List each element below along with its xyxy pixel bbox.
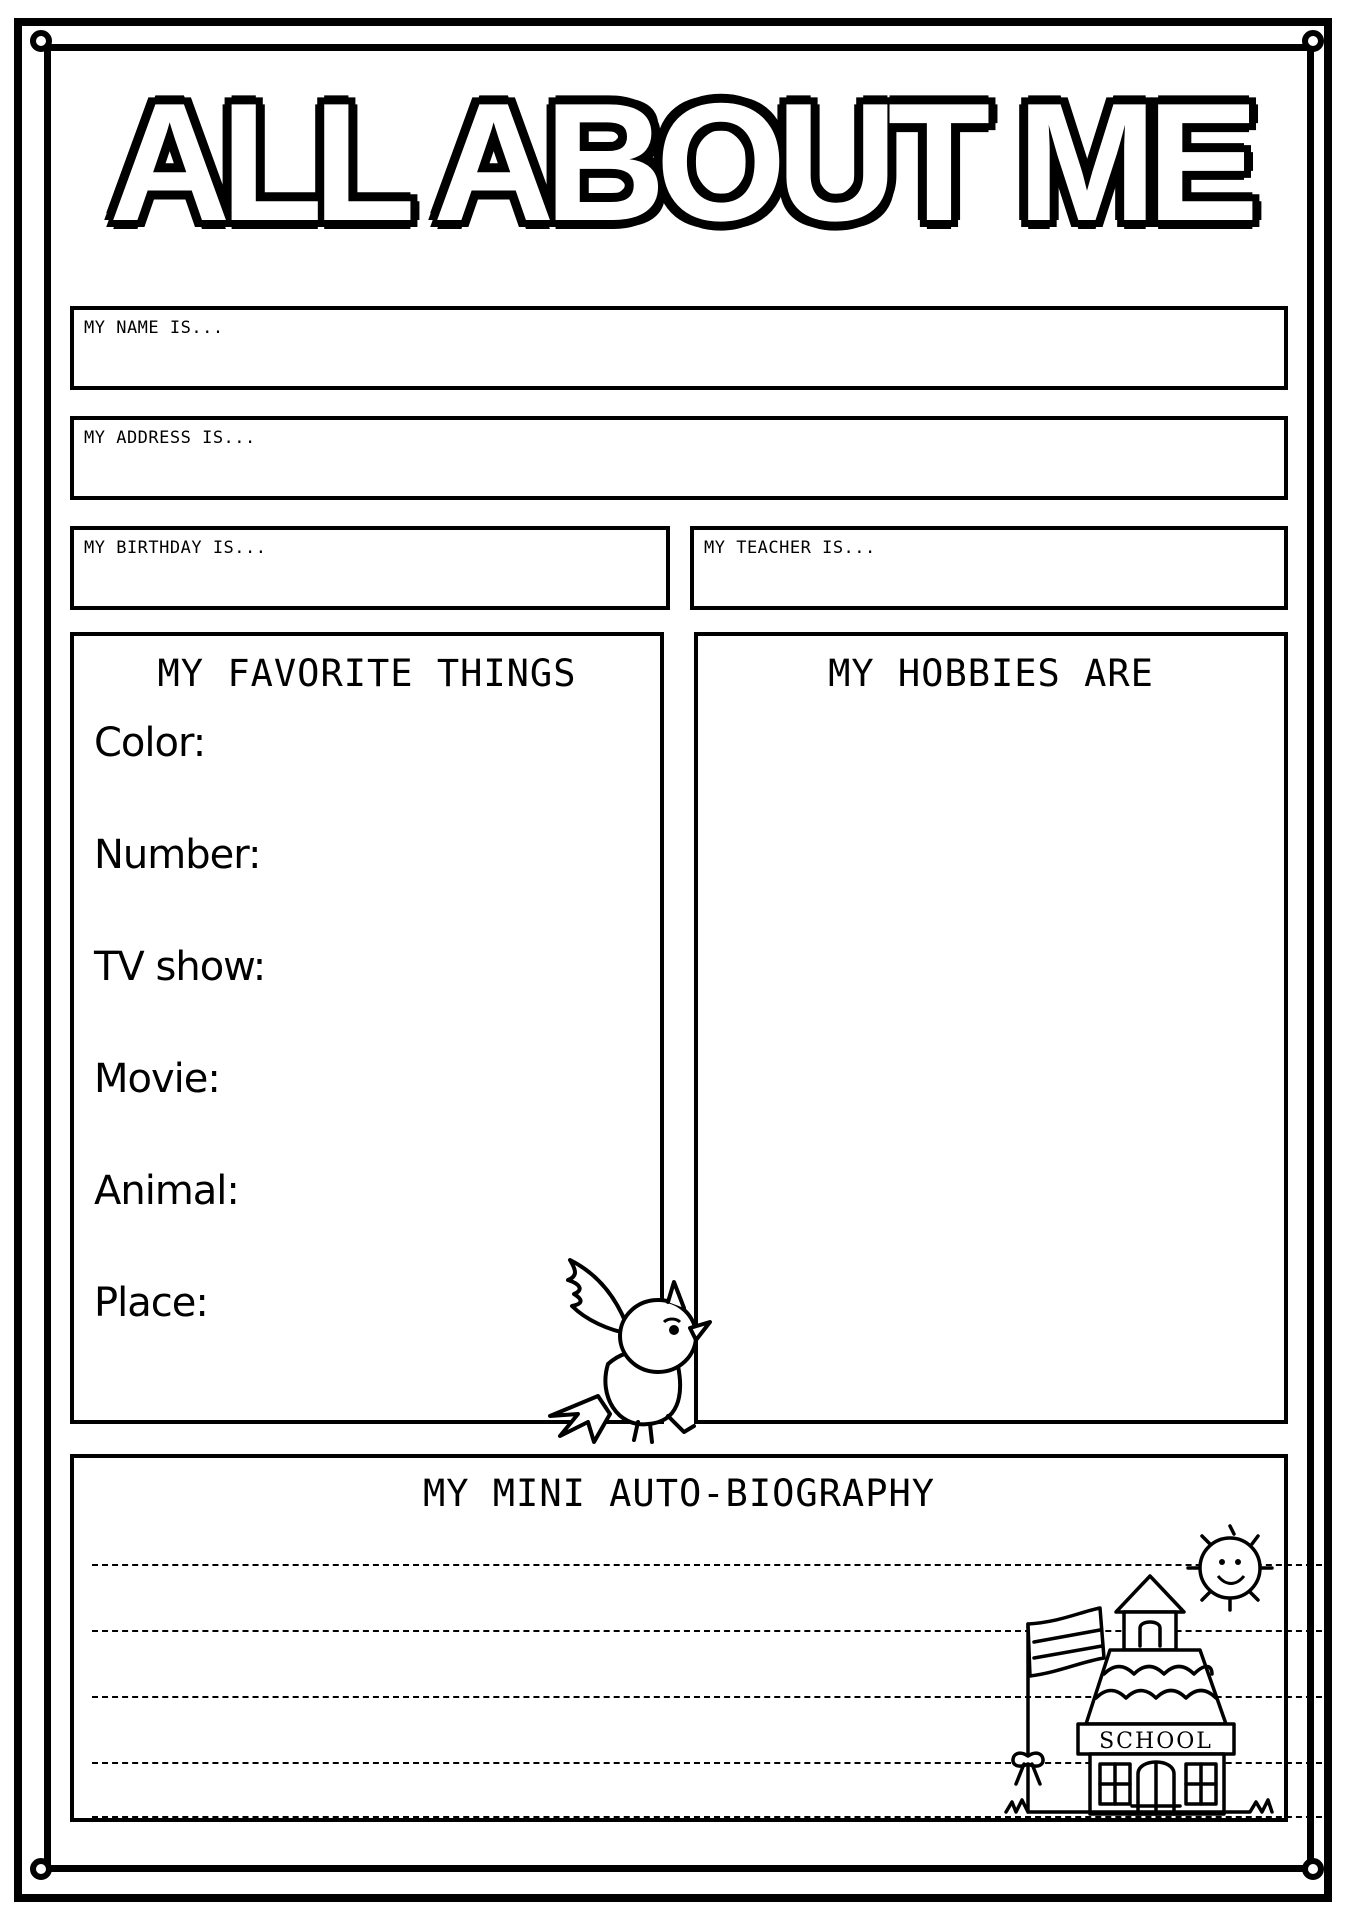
address-field-label: MY ADDRESS IS... <box>84 428 256 448</box>
address-field[interactable] <box>70 416 1288 500</box>
favorite-number-label: Number: <box>94 832 261 878</box>
hobbies-panel[interactable] <box>694 632 1288 1424</box>
corner-ornament-top-left <box>30 30 52 52</box>
teacher-field-label: MY TEACHER IS... <box>704 538 876 558</box>
name-field[interactable] <box>70 306 1288 390</box>
school-house-illustration <box>1000 1512 1290 1822</box>
favorite-place-label: Place: <box>94 1280 208 1326</box>
bird-illustration <box>538 1246 738 1446</box>
school-sign-text: SCHOOL <box>1099 1729 1213 1754</box>
page-title: ALL ABOUT ME <box>109 68 1249 256</box>
favorite-movie-label: Movie: <box>94 1056 220 1102</box>
hobbies-heading: MY HOBBIES ARE <box>828 652 1154 695</box>
biography-heading: MY MINI AUTO-BIOGRAPHY <box>422 1472 936 1515</box>
name-field-label: MY NAME IS... <box>84 318 224 338</box>
corner-ornament-bottom-left <box>30 1858 52 1880</box>
corner-ornament-bottom-right <box>1302 1858 1324 1880</box>
birthday-field[interactable] <box>70 526 670 610</box>
favorite-things-heading: MY FAVORITE THINGS <box>157 652 577 695</box>
corner-ornament-top-right <box>1302 30 1324 52</box>
favorite-tv-show-label: TV show: <box>94 944 266 990</box>
teacher-field[interactable] <box>690 526 1288 610</box>
birthday-field-label: MY BIRTHDAY IS... <box>84 538 267 558</box>
favorite-color-label: Color: <box>94 720 206 766</box>
favorite-animal-label: Animal: <box>94 1168 239 1214</box>
